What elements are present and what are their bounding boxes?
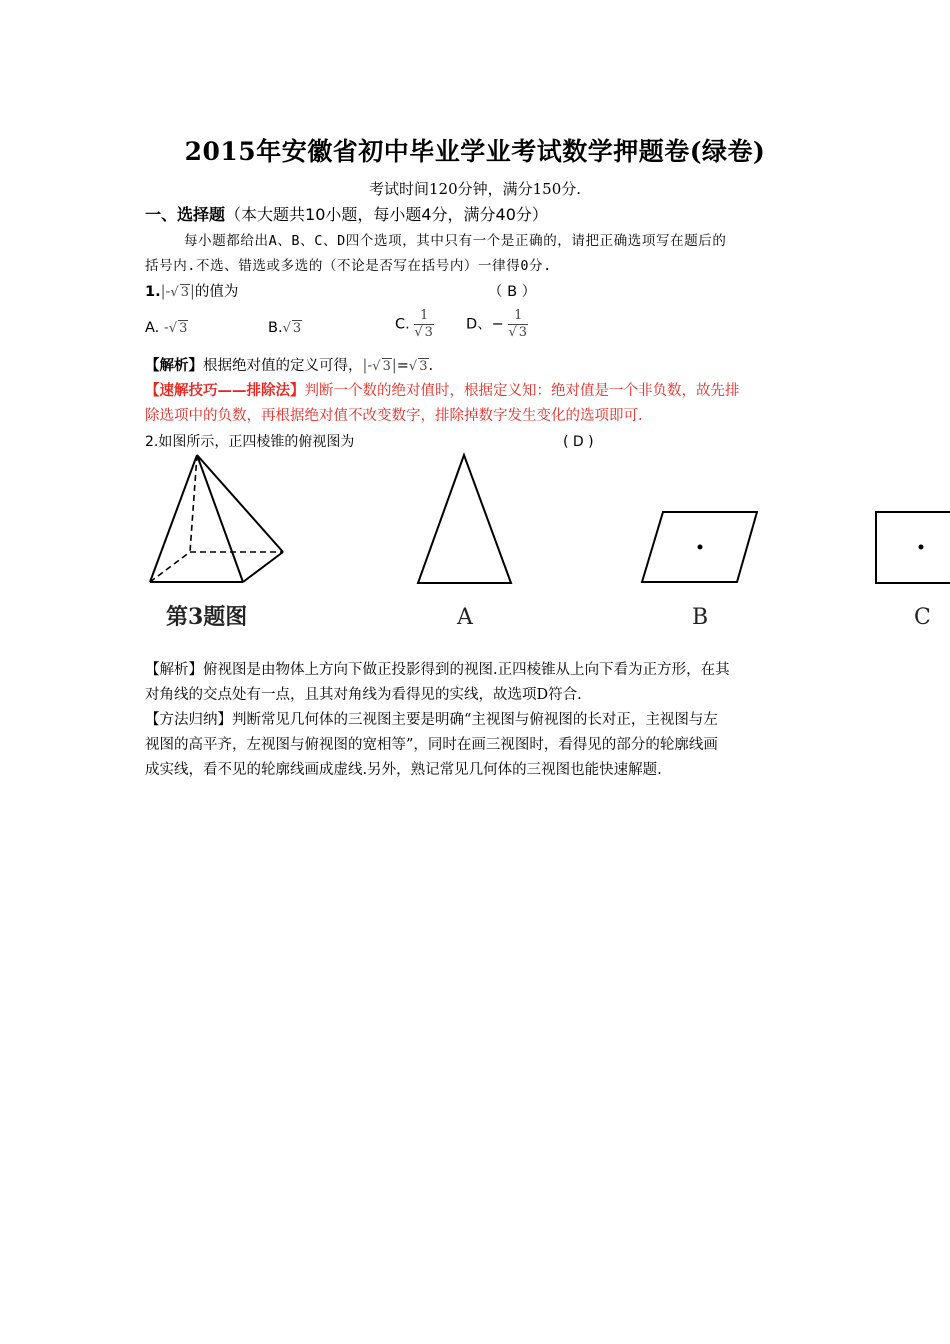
option-a-sqrt: √ 3 [168,321,188,336]
q1-abs-close: | [189,284,195,300]
figure-label-c: C [914,605,931,630]
q2-stem: 2.如图所示，正四棱锥的俯视图为 [145,434,355,450]
q2-analysis-tag: 【解析】 [145,662,203,678]
q2-analysis-line-2: 对角线的交点处有一点，且其对角线为看得见的实线，故选项D符合. [145,687,582,703]
q1-analysis: 【解析】根据绝对值的定义可得，|-√ 3|=√ 3. [145,355,810,378]
q1-option-c [395,308,465,341]
option-c-square [876,512,950,583]
q1-analysis-sqrt: √ 3 [372,359,391,374]
q1-sqrt: √ 3 [170,285,189,300]
option-d-label: D、 [466,316,492,333]
q2-method-line-1: 【方法归纳】判断常见几何体的三视图主要是明确“主视图与俯视图的长对正，主视图与左 [145,712,718,728]
q1-tip-tag: 【速解技巧——排除法】 [145,383,305,399]
q1-option-a [145,317,245,340]
option-a-triangle [418,455,511,583]
option-b-label: B. [268,320,283,336]
q2-figures [0,440,950,640]
q1-option-b [268,317,348,340]
page-title: 2015年安徽省初中毕业学业考试数学押题卷(绿卷) [184,137,766,166]
figure-caption: 第3题图 [166,604,248,630]
section-note: （本大题共10小题，每小题4分，满分40分） [225,205,548,224]
q1-tip-text-1: 判断一个数的绝对值时，根据定义知：绝对值是一个非负数，故先排 [304,383,740,399]
option-b-sqrt: √ 3 [282,321,302,336]
q1-analysis-tag: 【解析】 [145,358,203,374]
option-c-denominator: √ 3 [414,325,433,340]
option-d-numerator: 1 [508,308,528,325]
pyramid-figure [150,455,283,582]
option-d-fraction [508,308,528,341]
q1-minus: - [165,284,171,300]
q1-abs-open: | [160,284,166,300]
q1-tip-line-2: 除选项中的负数，再根据绝对值不改变数字，排除掉数字发生变化的选项即可. [145,408,643,424]
q1-answer: （ B ） [488,284,537,300]
q1-stem [145,281,810,304]
q2-analysis-line-1: 【解析】俯视图是由物体上方向下做正投影得到的视图.正四棱锥从上向下看为正方形，在其 [145,662,730,678]
q1-stem-suffix: 的值为 [194,284,239,300]
option-b-parallelogram [642,512,757,582]
q2-answer: ( D ) [563,434,594,450]
q1-analysis-text: 根据绝对值的定义可得， [203,358,363,374]
exam-subtitle: 考试时间120分钟，满分150分. [368,180,582,198]
option-d-denominator: √ 3 [508,325,528,340]
q1-tip-line-1 [145,380,810,402]
option-c-fraction [414,308,434,341]
option-c-numerator: 1 [414,308,434,325]
instruction-line-2: 括号内.不选、错选或多选的（不论是否写在括号内）一律得0分. [145,258,552,274]
figure-label-b: B [692,605,709,630]
q1-radicand: 3 [180,285,189,300]
option-b-radicand: 3 [292,321,302,336]
section-heading [145,204,810,226]
instruction-line-1: 每小题都给出A、B、C、D四个选项，其中只有一个是正确的，请把正确选项写在题后的 [184,233,727,249]
section-title: 一、选择题 [145,205,226,224]
figure-label-a: A [457,605,473,630]
q2-method-line-3: 成实线，看不见的轮廓线画成虚线.另外，熟记常见几何体的三视图也能快速解题. [145,762,662,778]
q2-method-line-2: 视图的高平齐，左视图与俯视图的宽相等”，同时在画三视图时，看得见的部分的轮廓线画 [145,737,718,753]
q1-analysis-sqrt-2: √ 3 [408,359,428,374]
option-a-label: A. [145,320,160,336]
option-c-label: C. [395,316,410,333]
option-d-minus: − [491,316,504,333]
q1-number: 1. [145,284,161,300]
option-a-minus: - [163,320,169,336]
q1-option-d [466,308,546,341]
q2-method-tag: 【方法归纳】 [145,712,232,728]
option-a-radicand: 3 [179,321,188,336]
